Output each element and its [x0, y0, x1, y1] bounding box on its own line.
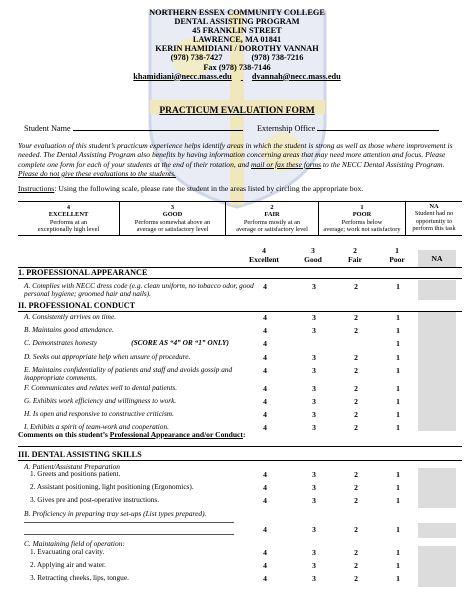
score-option[interactable]: 1 [396, 496, 400, 505]
scale-poor: 1 POOR Performs below average; work not satisfactory [319, 202, 406, 235]
criterion-label: 1. Greets and positions patient. [30, 469, 121, 478]
instructions: Instructions: Using the following scale, please rate the student in the areas listed by circling the appropriate box. [18, 184, 364, 193]
letterhead [0, 8, 474, 81]
col-header-na: NA [431, 254, 443, 263]
na-cell[interactable] [418, 337, 456, 352]
score-option[interactable]: 2 [354, 525, 358, 534]
rating-row-a1 [0, 282, 474, 297]
score-option[interactable]: 1 [396, 353, 400, 362]
score-option[interactable]: 1 [396, 548, 400, 557]
na-cell[interactable] [418, 572, 456, 587]
score-option[interactable]: 2 [354, 366, 358, 375]
email-link-hamidiani[interactable]: khamidiani@necc.mass.edu [133, 71, 232, 81]
criterion-label: D. Seeks out appropriate help when unsure of procedure. [24, 352, 191, 361]
score-option[interactable]: 2 [354, 282, 358, 291]
score-option[interactable]: 3 [312, 410, 316, 419]
score-option[interactable]: 3 [312, 423, 316, 432]
score-option[interactable]: 1 [396, 326, 400, 335]
subhead-tray-setups: B. Proficiency in preparing tray set-ups (List types prepared). [24, 509, 207, 518]
student-name-field[interactable] [73, 122, 243, 131]
score-option[interactable]: 3 [312, 561, 316, 570]
contact-names: KERIN HAMIDIANI / DOROTHY VANNAH [155, 44, 319, 54]
na-cell[interactable] [418, 280, 456, 300]
score-option[interactable]: 3 [312, 353, 316, 362]
rating-row-e3 [0, 574, 474, 589]
na-cell[interactable] [418, 494, 456, 508]
score-option[interactable]: 1 [396, 423, 400, 432]
criterion-label: 3. Retracting cheeks, lips, tongue. [30, 573, 129, 582]
score-option[interactable]: 3 [312, 496, 316, 505]
score-option[interactable]: 4 [263, 548, 267, 557]
score-option[interactable]: 3 [312, 384, 316, 393]
score-option[interactable]: 4 [263, 366, 267, 375]
phone-numbers: (978) 738-7427 (978) 738-7216 [170, 53, 304, 63]
score-option[interactable]: 4 [263, 470, 267, 479]
score-option[interactable]: 2 [354, 470, 358, 479]
score-option[interactable]: 1 [396, 282, 400, 291]
col-header-poor: 1 Poor [389, 246, 405, 264]
score-option[interactable]: 2 [354, 397, 358, 406]
score-option[interactable]: 3 [312, 574, 316, 583]
criterion-label: 1. Evacuating oral cavity. [30, 547, 105, 556]
criterion-label: B. Maintains good attendance. [24, 325, 114, 334]
criterion-label: A. Consistently arrives on time. [24, 312, 117, 321]
score-option[interactable]: 3 [312, 282, 316, 291]
criterion-label: 2. Assistant positioning, light positioning (Ergonomics). [30, 482, 194, 491]
score-option[interactable]: 2 [354, 423, 358, 432]
score-option[interactable]: 3 [312, 326, 316, 335]
score-option[interactable]: 4 [263, 410, 267, 419]
rating-scale-table [18, 201, 462, 236]
criterion-label: 2. Applying air and water. [30, 560, 106, 569]
score-option[interactable]: 3 [312, 470, 316, 479]
criterion-label: F. Communicates and relates well to dental patients. [24, 383, 178, 392]
score-option[interactable]: 3 [312, 313, 316, 322]
score-option[interactable]: 1 [396, 339, 400, 348]
score-option[interactable]: 1 [396, 470, 400, 479]
rating-row-tray [0, 525, 474, 540]
section-professional-appearance: 1. PROFESSIONAL APPEARANCE [18, 267, 462, 279]
externship-row [257, 122, 439, 133]
criterion-label: I. Exhibits a spirit of team-work and cooperation. [24, 422, 169, 431]
externship-office-field[interactable] [317, 122, 439, 131]
score-option[interactable]: 3 [312, 548, 316, 557]
score-option[interactable]: 2 [354, 313, 358, 322]
score-option[interactable]: 4 [263, 561, 267, 570]
score-option[interactable]: 1 [396, 561, 400, 570]
rating-row-c5 [0, 366, 474, 381]
student-name-row [24, 122, 243, 133]
scale-good: 3 GOOD Performs somewhat above an average or satisfactory level [120, 202, 226, 235]
scale-fair: 2 FAIR Performs mostly at an average or satisfactory level [226, 202, 319, 235]
na-cell[interactable] [418, 364, 456, 384]
intro-paragraph: Your evaluation of this student’s practicum experience helps identify areas in which the student is strong as well as those where improvement is needed. The Dental Assisting Program also benefits by having information concerning areas that may need more attention and focus. Please complete one form for each of your students at the end of their rotation, and mail or fax these forms to the NECC Dental Assisting Program. Please do not give these evaluations to the students. [18, 141, 453, 178]
score-option[interactable]: 1 [396, 410, 400, 419]
na-cell[interactable] [418, 523, 456, 538]
col-header-good: 3 Good [304, 246, 322, 264]
section-dental-assisting-skills: III. DENTAL ASSISTING SKILLS [18, 450, 462, 461]
score-option[interactable]: 1 [396, 574, 400, 583]
student-name-label: Student Name [24, 124, 71, 133]
score-option[interactable]: 4 [263, 397, 267, 406]
city-address: LAWRENCE, MA 01841 [192, 35, 282, 45]
score-option[interactable]: 3 [312, 525, 316, 534]
criterion-label: A. Complies with NECC dress code (e.g. clean uniform, no tobacco odor, good personal hygiene; groomed hair and nails). [24, 281, 254, 299]
section-professional-conduct: II. PROFESSIONAL CONDUCT [18, 301, 462, 312]
score-option[interactable]: 2 [354, 496, 358, 505]
tray-setup-line-2[interactable] [24, 534, 234, 535]
score-option[interactable]: 4 [263, 525, 267, 534]
score-option[interactable]: 1 [396, 483, 400, 492]
score-option[interactable]: 4 [263, 384, 267, 393]
criterion-label: 3. Gives pre and post-operative instructions. [30, 495, 160, 504]
score-option[interactable]: 4 [263, 339, 267, 348]
form-title: PRACTICUM EVALUATION FORM [159, 106, 315, 116]
fax-number: Fax (978) 738-7146 [203, 62, 271, 72]
score-option[interactable]: 4 [263, 353, 267, 362]
subhead-patient-preparation: A. Patient/Assistant Preparation [24, 462, 121, 471]
score-option[interactable]: 1 [396, 313, 400, 322]
score-option[interactable]: 3 [312, 483, 316, 492]
score-option[interactable]: 2 [354, 548, 358, 557]
score-option[interactable]: 1 [396, 366, 400, 375]
score-option[interactable]: 3 [312, 366, 316, 375]
score-option[interactable]: 2 [354, 384, 358, 393]
street-address: 45 FRANKLIN STREET [192, 26, 282, 36]
program-name: DENTAL ASSISTING PROGRAM [174, 17, 300, 27]
score-option[interactable]: 2 [354, 483, 358, 492]
criterion-label: G. Exhibits work efficiency and willingness to work. [24, 396, 177, 405]
score-option[interactable]: 4 [263, 574, 267, 583]
scale-na: NA Student had no opportunity to perform this task [412, 203, 456, 233]
criterion-label: H. Is open and responsive to constructive criticism. [24, 409, 174, 418]
col-header-excellent: 4 Excellent [249, 246, 279, 264]
score-option[interactable]: 1 [396, 384, 400, 393]
score-option[interactable]: 4 [263, 313, 267, 322]
score-option[interactable]: 3 [312, 397, 316, 406]
score-option[interactable]: 1 [396, 525, 400, 534]
score-option[interactable]: 4 [263, 423, 267, 432]
subhead-field-of-operation: C. Maintaining field of operation: [24, 539, 125, 548]
score-option[interactable]: 2 [354, 410, 358, 419]
college-name: NORTHERN ESSEX COMMUNITY COLLEGE [149, 8, 325, 17]
score-option[interactable]: 2 [354, 574, 358, 583]
score-option[interactable]: 2 [354, 353, 358, 362]
score-option[interactable]: 2 [354, 326, 358, 335]
score-option[interactable]: 1 [396, 397, 400, 406]
score-option[interactable]: 2 [354, 561, 358, 570]
score-option[interactable]: 4 [263, 483, 267, 492]
col-header-fair: 2 Fair [348, 246, 362, 264]
na-cell[interactable] [418, 421, 456, 431]
externship-office-label: Externship Office [257, 124, 316, 133]
criterion-label: C. Demonstrates honesty (SCORE AS “4” OR “1” ONLY) [24, 338, 229, 347]
email-link-vannah[interactable]: dvannah@necc.mass.edu [251, 71, 341, 81]
criterion-label: E. Maintains confidentiality of patients and staff and avoids gossip and inappropriate comments. [24, 365, 233, 383]
score-option[interactable]: 4 [263, 282, 267, 291]
tray-setup-line-1[interactable] [24, 522, 234, 523]
comments-label: Comments on this student’s Professional Appearance and/or Conduct: [18, 430, 246, 439]
section-divider [18, 446, 462, 447]
score-option[interactable]: 4 [263, 326, 267, 335]
scale-excellent: 4 EXCELLENT Performs at an exceptionally high level [18, 202, 120, 235]
score-note: (SCORE AS “4” OR “1” ONLY) [131, 338, 229, 347]
score-option[interactable]: 4 [263, 496, 267, 505]
